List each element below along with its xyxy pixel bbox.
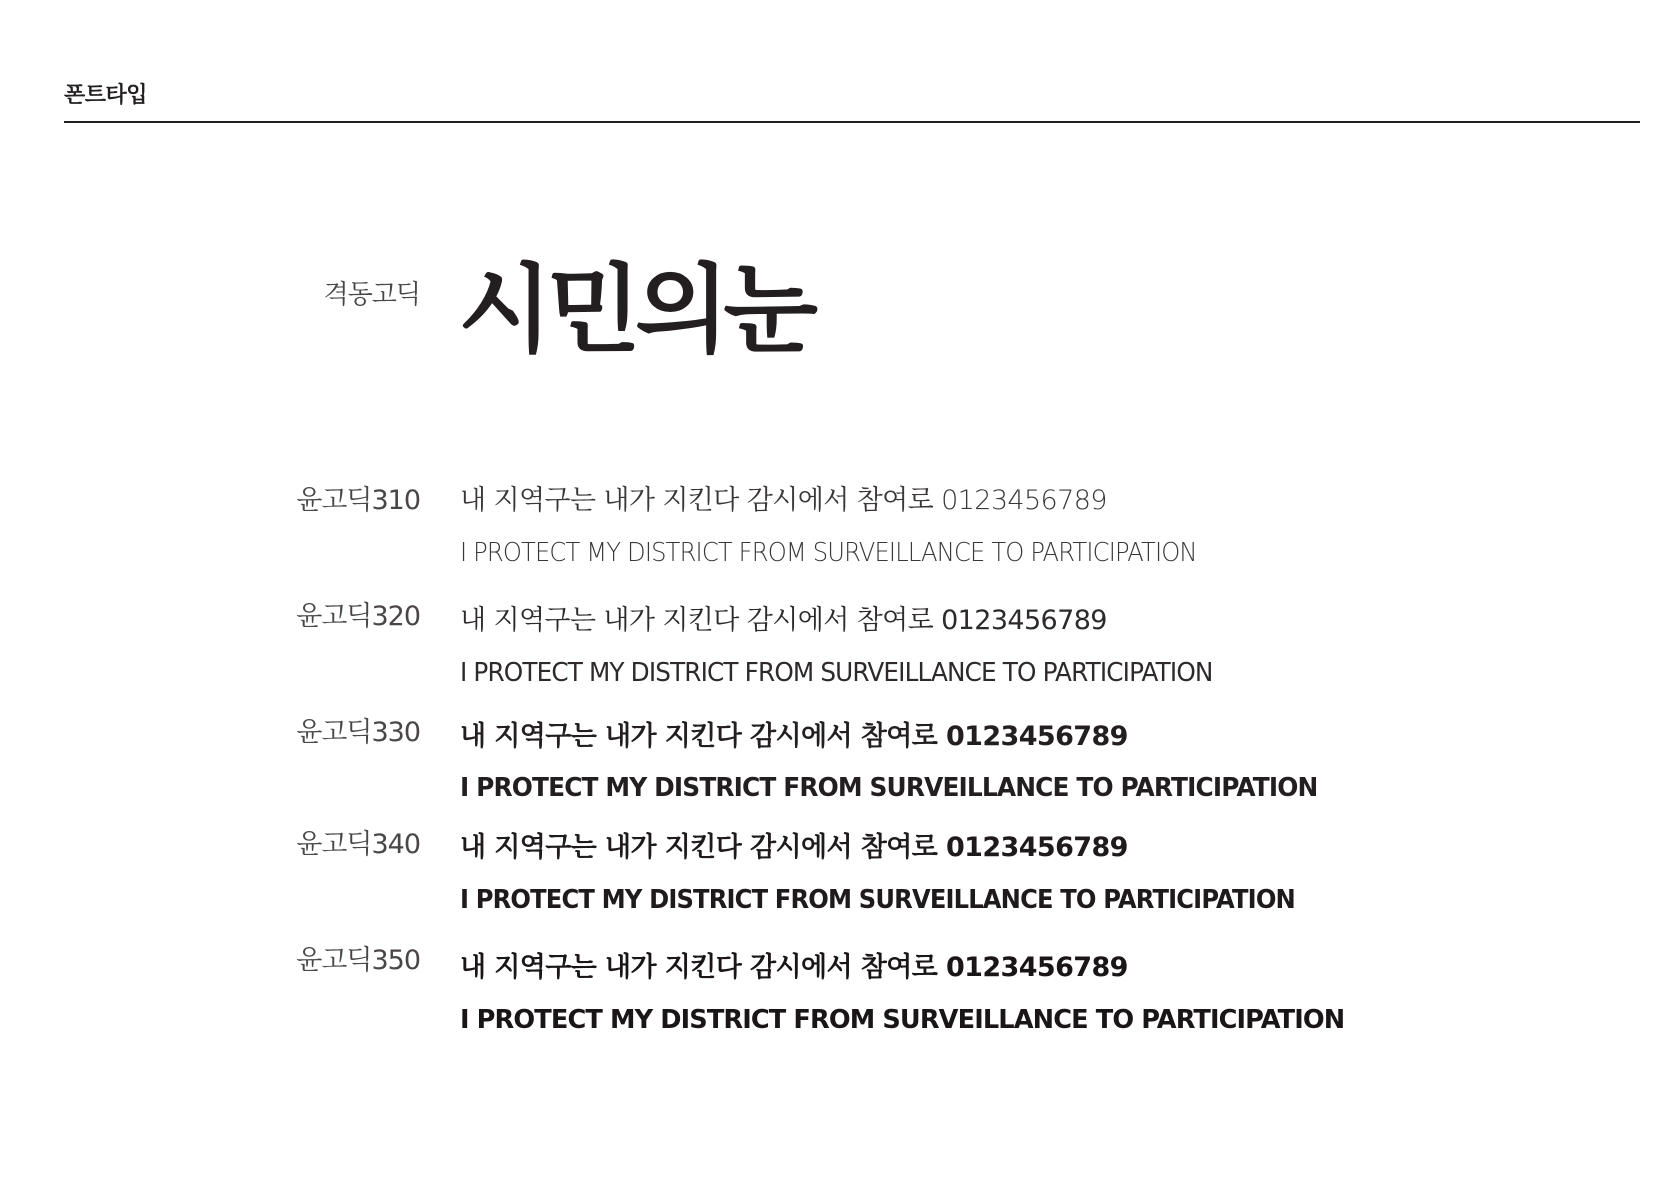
sample-english-310: I PROTECT MY DISTRICT FROM SURVEILLANCE TO PARTICIPATION <box>460 538 1197 568</box>
sample-korean-330: 내 지역구는 내가 지킨다 감시에서 참여로 0123456789 <box>460 721 1128 752</box>
section-title: 폰트타입 <box>64 83 148 108</box>
sample-english-340: I PROTECT MY DISTRICT FROM SURVEILLANCE TO PARTICIPATION <box>460 885 1295 915</box>
display-font-sample: 시민의눈 <box>458 254 812 366</box>
header-divider <box>64 121 1640 123</box>
font-label-340: 윤고딕340 <box>296 829 420 860</box>
sample-korean-310: 내 지역구는 내가 지킨다 감시에서 참여로 0123456789 <box>460 485 1107 516</box>
sample-korean-350: 내 지역구는 내가 지킨다 감시에서 참여로 0123456789 <box>460 952 1128 983</box>
font-label-320: 윤고딕320 <box>296 601 420 632</box>
font-label-330: 윤고딕330 <box>296 717 420 748</box>
font-label-350: 윤고딕350 <box>296 945 420 976</box>
sample-korean-320: 내 지역구는 내가 지킨다 감시에서 참여로 0123456789 <box>460 605 1107 636</box>
display-font-label: 격동고딕 <box>323 280 420 310</box>
sample-english-320: I PROTECT MY DISTRICT FROM SURVEILLANCE TO PARTICIPATION <box>460 658 1213 688</box>
sample-korean-340: 내 지역구는 내가 지킨다 감시에서 참여로 0123456789 <box>460 832 1128 863</box>
sample-english-330: I PROTECT MY DISTRICT FROM SURVEILLANCE TO PARTICIPATION <box>460 773 1318 803</box>
font-label-310: 윤고딕310 <box>296 485 420 516</box>
sample-english-350: I PROTECT MY DISTRICT FROM SURVEILLANCE TO PARTICIPATION <box>460 1005 1345 1035</box>
